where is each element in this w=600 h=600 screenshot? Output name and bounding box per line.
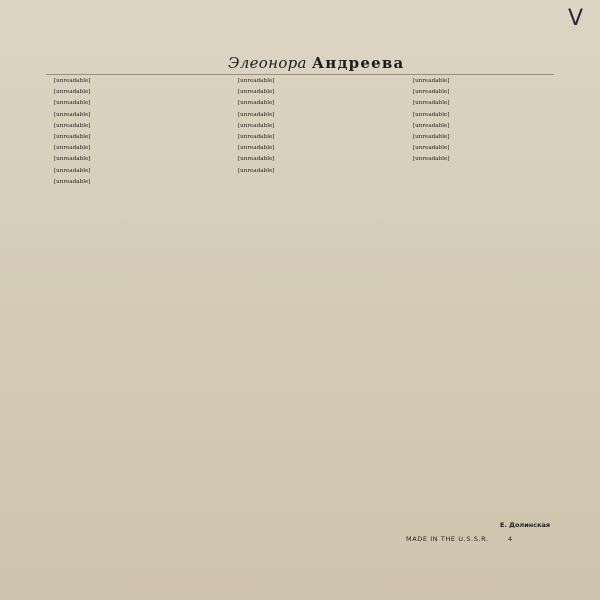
paragraph: [unreadable]: [54, 111, 91, 118]
paragraph: [unreadable]: [238, 134, 275, 141]
paragraph: [unreadable]: [413, 78, 450, 84]
paragraph: [unreadable]: [238, 100, 275, 107]
page-number: 4: [508, 535, 513, 543]
paragraph: [unreadable]: [413, 89, 450, 96]
text-column-right: [405, 78, 555, 168]
paragraph: [unreadable]: [413, 134, 450, 141]
paragraph: [unreadable]: [238, 89, 275, 96]
title-last-name: Андреева: [311, 54, 405, 72]
paragraph: [unreadable]: [54, 89, 91, 96]
page-title: [228, 54, 404, 72]
paragraph: [unreadable]: [413, 122, 450, 129]
paragraph: [unreadable]: [238, 111, 275, 118]
paragraph: [unreadable]: [238, 156, 275, 163]
paragraph: [unreadable]: [54, 156, 91, 163]
paragraph: [unreadable]: [413, 111, 450, 118]
title-first-name: Элеонора: [228, 54, 307, 72]
paragraph: [unreadable]: [413, 145, 450, 152]
article-author: Е. Долинская: [500, 521, 551, 529]
paragraph: [unreadable]: [54, 78, 91, 84]
paragraph: [unreadable]: [54, 178, 91, 185]
paragraph: [unreadable]: [238, 167, 275, 174]
paragraph: [unreadable]: [238, 122, 275, 129]
paragraph: [unreadable]: [54, 122, 91, 129]
paragraph: [unreadable]: [54, 145, 91, 152]
paragraph: [unreadable]: [54, 167, 91, 174]
paragraph: [unreadable]: [413, 100, 450, 107]
paragraph: [unreadable]: [54, 134, 91, 141]
paragraph: [unreadable]: [413, 156, 450, 163]
paragraph: [unreadable]: [238, 78, 275, 84]
made-in-label: MADE IN THE U.S.S.R.: [406, 535, 489, 543]
paragraph: [unreadable]: [54, 100, 91, 107]
handwritten-check-mark: V: [568, 6, 584, 31]
text-column-middle: [230, 78, 400, 179]
text-column-left: [46, 78, 222, 190]
top-divider: [46, 74, 554, 75]
paragraph: [unreadable]: [238, 145, 275, 152]
